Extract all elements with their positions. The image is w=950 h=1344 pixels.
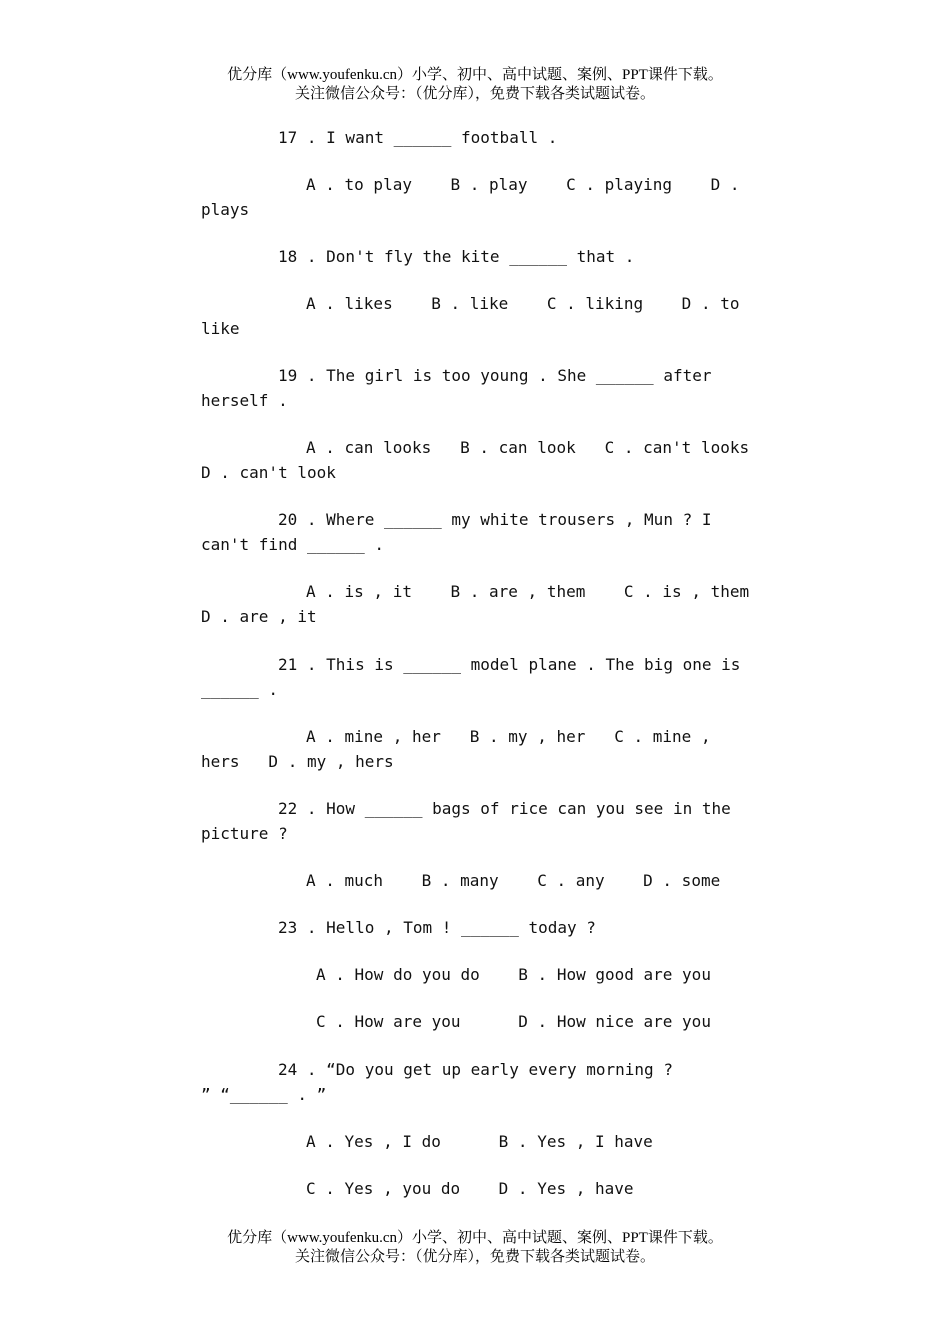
question-stem: 18 . Don't fly the kite ______ that . [278,247,635,266]
question-options-continued: hers D . my , hers [201,752,394,771]
question-options: A . Yes , I do B . Yes , I have [306,1132,653,1151]
question-options: A . How do you do B . How good are you [316,965,711,984]
question-options-continued: plays [201,200,250,219]
question-options: A . to play B . play C . playing D . [306,175,740,194]
question-stem-continued: ” “______ . ” [201,1085,327,1104]
question-stem: 17 . I want ______ football . [278,128,558,147]
question-options: A . can looks B . can look C . can't looks [306,438,750,457]
footer-line-2: 关注微信公众号：（优分库），免费下载各类试题试卷。 [294,1249,655,1265]
question-stem: 22 . How ______ bags of rice can you see in the [278,799,731,818]
question-options: A . is , it B . are , them C . is , them [306,582,750,601]
question-options: A . much B . many C . any D . some [306,871,721,890]
question-options-continued: D . are , it [201,607,317,626]
header-line-1: 优分库（www.youfenku.cn）小学、初中、高中试题、案例、PPT课件下载。 [227,67,723,83]
question-stem: 23 . Hello , Tom ! ______ today ? [278,918,596,937]
question-options-row-2: C . How are you D . How nice are you [316,1012,711,1031]
question-options: A . likes B . like C . liking D . to [306,294,740,313]
question-stem: 20 . Where ______ my white trousers , Mun ? I [278,510,712,529]
question-options: A . mine , her B . my , her C . mine , [306,727,711,746]
question-stem-continued: picture ? [201,824,288,843]
question-options-continued: D . can't look [201,463,336,482]
question-stem: 21 . This is ______ model plane . The big one is [278,655,741,674]
header-line-2: 关注微信公众号：（优分库），免费下载各类试题试卷。 [294,86,655,102]
question-stem: 24 . “Do you get up early every morning ? [278,1060,673,1079]
question-stem-continued: ______ . [201,680,279,699]
question-options-continued: like [201,319,240,338]
question-stem-continued: can't find ______ . [201,535,385,554]
question-stem-continued: herself . [201,391,288,410]
footer-line-1: 优分库（www.youfenku.cn）小学、初中、高中试题、案例、PPT课件下载。 [227,1230,723,1246]
question-options-row-2: C . Yes , you do D . Yes , have [306,1179,634,1198]
question-stem: 19 . The girl is too young . She ______ after [278,366,712,385]
